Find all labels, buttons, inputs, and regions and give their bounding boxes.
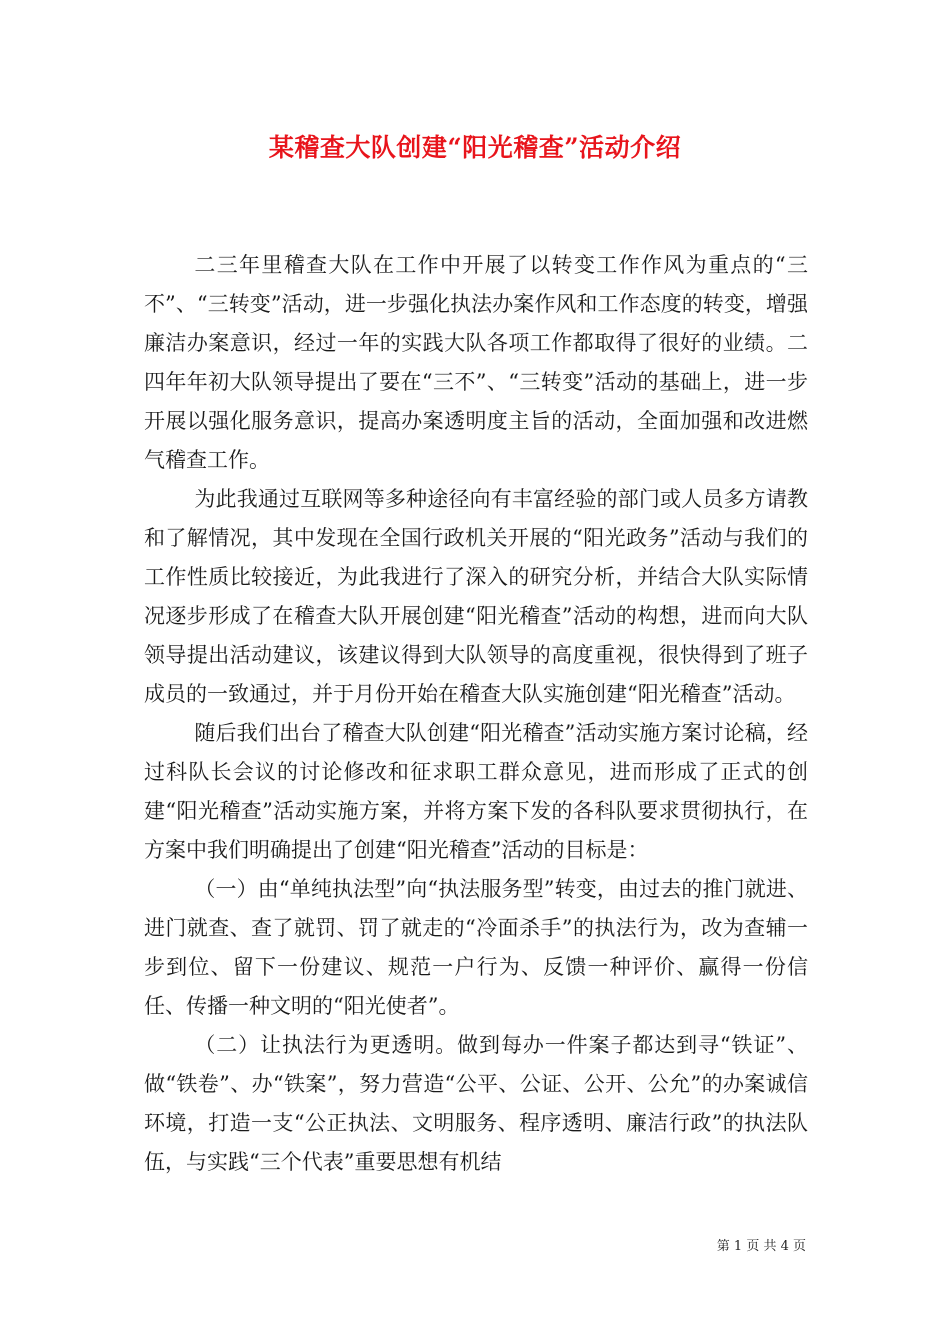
document-body xyxy=(144,246,808,1182)
paragraph-3: 随后我们出台了稽查大队创建“阳光稽查”活动实施方案讨论稿，经过科队长会议的讨论修改和征求职工群众意见，进而形成了正式的创建“阳光稽查”活动实施方案，并将方案下发的各科队要求贯彻执行，在方案中我们明确提出了创建“阳光稽查”活动的目标是： xyxy=(144,721,808,862)
paragraph-1: 二三年里稽查大队在工作中开展了以转变工作作风为重点的“三不”、“三转变”活动，进一步强化执法办案作风和工作态度的转变，增强廉洁办案意识，经过一年的实践大队各项工作都取得了很好的业绩。二四年年初大队领导提出了要在“三不”、“三转变”活动的基础上，进一步开展以强化服务意识，提高办案透明度主旨的活动，全面加强和改进燃气稽查工作。 xyxy=(144,253,808,472)
page-number-footer: 第 1 页 共 4 页 xyxy=(716,1239,806,1254)
paragraph-item-1: （一）由“单纯执法型”向“执法服务型”转变，由过去的推门就进、进门就查、查了就罚、罚了就走的“冷面杀手”的执法行为，改为查辅一步到位、留下一份建议、规范一户行为、反馈一种评价、赢得一份信任、传播一种文明的“阳光使者”。 xyxy=(144,877,808,1018)
paragraph-item-2: （二）让执法行为更透明。做到每办一件案子都达到寻“铁证”、做“铁卷”、办“铁案”，努力营造“公平、公证、公开、公允”的办案诚信环境，打造一支“公正执法、文明服务、程序透明、廉洁行政”的执法队伍，与实践“三个代表”重要思想有机结 xyxy=(144,1033,808,1174)
document-title: 某稽查大队创建“阳光稽查”活动介绍 xyxy=(268,133,682,162)
paragraph-2: 为此我通过互联网等多种途径向有丰富经验的部门或人员多方请教和了解情况，其中发现在全国行政机关开展的“阳光政务”活动与我们的工作性质比较接近，为此我进行了深入的研究分析，并结合大队实际情况逐步形成了在稽查大队开展创建“阳光稽查”活动的构想，进而向大队领导提出活动建议，该建议得到大队领导的高度重视，很快得到了班子成员的一致通过，并于月份开始在稽查大队实施创建“阳光稽查”活动。 xyxy=(144,487,808,706)
